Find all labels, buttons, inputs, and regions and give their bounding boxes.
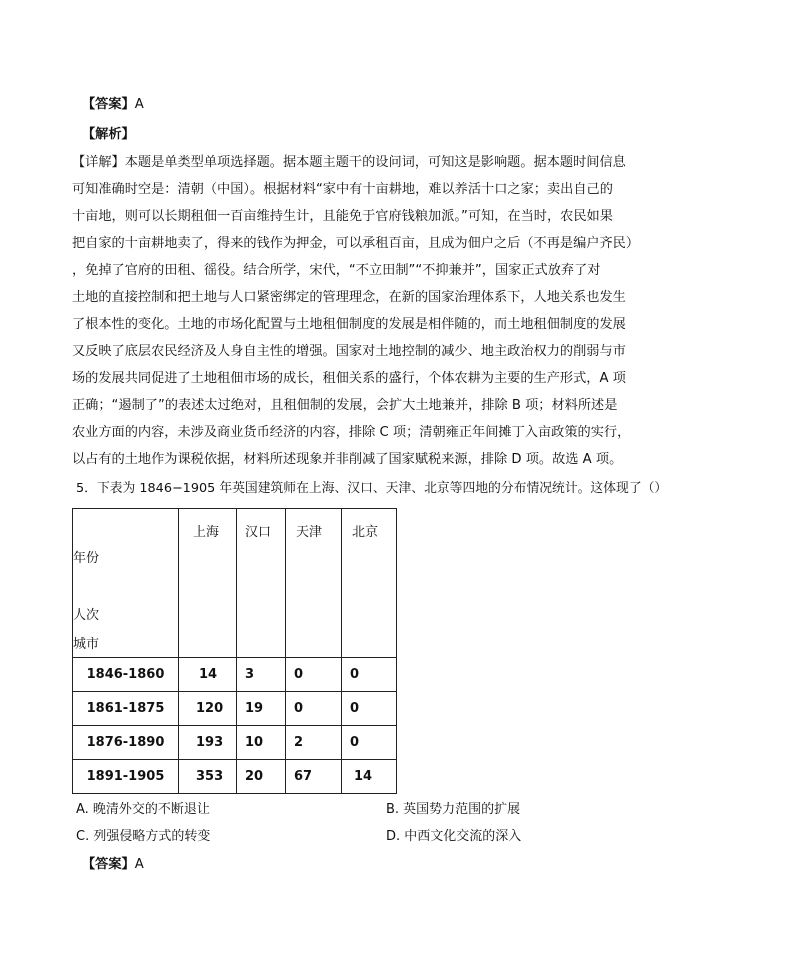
value-cell: 67 <box>286 760 342 794</box>
option-b: B. 英国势力范围的扩展 <box>386 802 521 817</box>
value-cell: 193 <box>179 726 237 760</box>
table-row <box>73 658 397 692</box>
distribution-table <box>72 508 397 794</box>
table-corner-header <box>73 509 179 658</box>
analysis-line: 农业方面的内容，未涉及商业货币经济的内容，排除 C 项；清朝雍正年间摊丁入亩政策的实行， <box>72 425 631 440</box>
value-cell: 0 <box>342 692 397 726</box>
year-cell: 1846-1860 <box>73 658 179 692</box>
city-header: 北京 <box>342 509 397 658</box>
answer-previous <box>82 95 144 115</box>
option-c: C. 列强侵略方式的转变 <box>76 829 211 844</box>
question-5: 5．下表为 1846−1905 年英国建筑师在上海、汉口、天津、北京等四地的分布情况统计。这体现了（） <box>76 481 668 496</box>
answer-value: A <box>134 857 144 872</box>
option-a: A. 晚清外交的不断退让 <box>76 802 210 817</box>
analysis-label: 【解析】 <box>82 127 135 142</box>
answer-tag: 【答案】 <box>82 857 135 872</box>
value-cell: 10 <box>237 726 286 760</box>
value-cell: 14 <box>179 658 237 692</box>
analysis-line: 以占有的土地作为课税依据，材料所述现象并非削减了国家赋税来源，排除 D 项。故选 A 项。 <box>72 452 623 467</box>
value-cell: 0 <box>342 726 397 760</box>
value-cell: 19 <box>237 692 286 726</box>
value-cell: 120 <box>179 692 237 726</box>
table-row <box>73 692 397 726</box>
value-cell: 353 <box>179 760 237 794</box>
table-header-row <box>73 509 397 658</box>
value-cell: 3 <box>237 658 286 692</box>
corner-label-count: 人次 <box>73 608 100 623</box>
analysis-line: 可知准确时空是：清朝（中国）。根据材料“家中有十亩耕地，难以养活十口之家；卖出自己的 <box>72 182 613 197</box>
value-cell: 0 <box>286 658 342 692</box>
city-header: 汉口 <box>237 509 286 658</box>
answer-question-5 <box>82 855 144 875</box>
value-cell: 20 <box>237 760 286 794</box>
answer-tag: 【答案】 <box>82 97 135 112</box>
analysis-line: 又反映了底层农民经济及人身自主性的增强。国家对土地控制的减少、地主政治权力的削弱与市 <box>72 344 626 359</box>
analysis-line: 把自家的十亩耕地卖了，得来的钱作为押金，可以承租百亩，且成为佃户之后（不再是编户齐民） <box>72 236 640 251</box>
year-cell: 1876-1890 <box>73 726 179 760</box>
analysis-line: 【详解】本题是单类型单项选择题。据本题主题干的设问词，可知这是影响题。据本题时间信息 <box>72 155 626 170</box>
city-header: 上海 <box>179 509 237 658</box>
analysis-line: 十亩地，则可以长期租佃一百亩维持生计，且能免于官府钱粮加派。”可知，在当时，农民如果 <box>72 209 613 224</box>
analysis-line: 土地的直接控制和把土地与人口紧密绑定的管理理念，在新的国家治理体系下，人地关系也发生 <box>72 290 626 305</box>
value-cell: 0 <box>342 658 397 692</box>
table-row <box>73 726 397 760</box>
corner-label-city: 城市 <box>73 637 100 652</box>
analysis-line: 场的发展共同促进了土地租佃市场的成长，租佃关系的盛行，个体农耕为主要的生产形式，A 项 <box>72 371 626 386</box>
corner-label-year: 年份 <box>73 551 100 566</box>
option-d: D. 中西文化交流的深入 <box>386 829 522 844</box>
table-row <box>73 760 397 794</box>
analysis-line: 正确；“遏制了”的表述太过绝对，且租佃制的发展，会扩大土地兼并，排除 B 项；材料所述是 <box>72 398 618 413</box>
answer-value: A <box>134 97 144 112</box>
year-cell: 1861-1875 <box>73 692 179 726</box>
analysis-line: 了根本性的变化。土地的市场化配置与土地租佃制度的发展是相伴随的，而土地租佃制度的发展 <box>72 317 626 332</box>
value-cell: 14 <box>342 760 397 794</box>
city-header: 天津 <box>286 509 342 658</box>
value-cell: 2 <box>286 726 342 760</box>
analysis-line: ，免掉了官府的田租、徭役。结合所学，宋代，“不立田制”“不抑兼并”，国家正式放弃了对 <box>72 263 601 278</box>
value-cell: 0 <box>286 692 342 726</box>
year-cell: 1891-1905 <box>73 760 179 794</box>
